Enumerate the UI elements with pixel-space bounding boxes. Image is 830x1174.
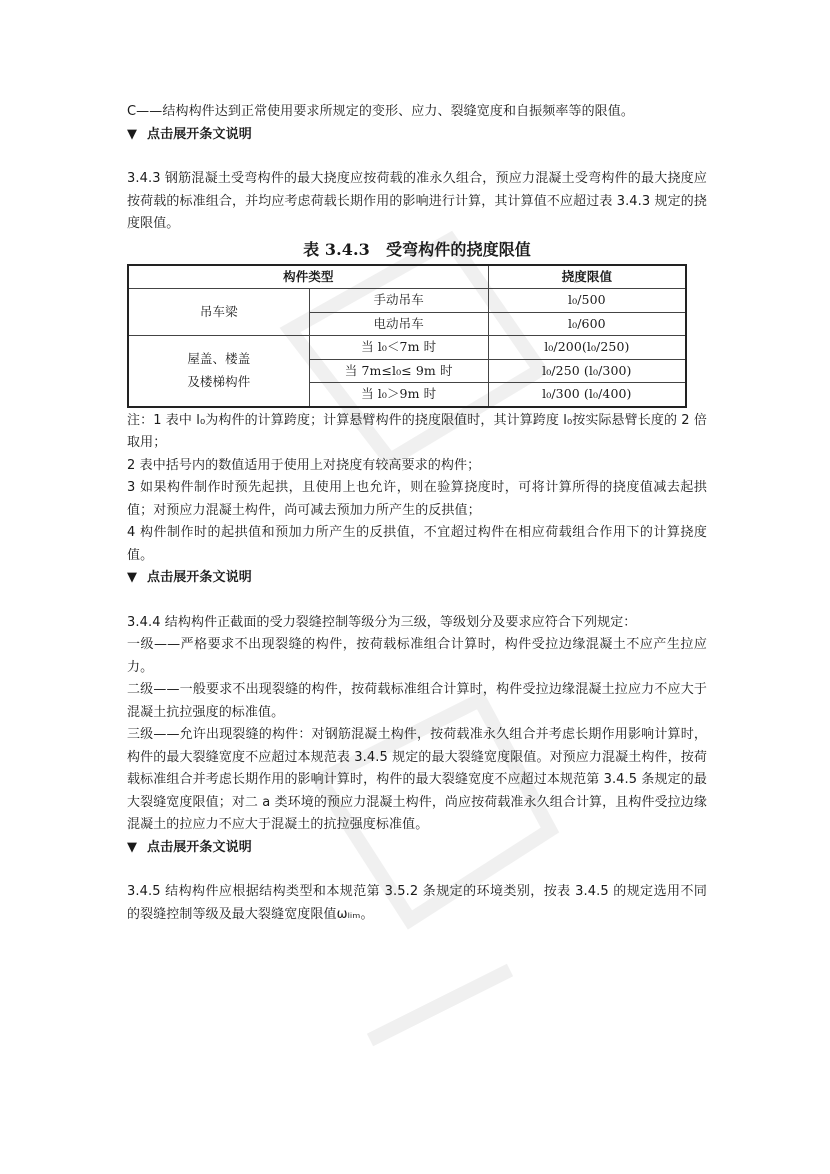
condition-cell: 电动吊车 — [309, 312, 488, 336]
crack-level-2: 二级——一般要求不出现裂缝的构件，按荷载标准组合计算时，构件受拉边缘混凝土拉应力不应大于混凝土抗拉强度的标准值。 — [127, 682, 707, 720]
condition-cell: 当 l₀＜7m 时 — [309, 336, 488, 360]
limit-cell: l₀/500 — [488, 289, 686, 313]
limit-cell: l₀/300 (l₀/400) — [488, 383, 686, 407]
clause-c-definition: C——结构构件达到正常使用要求所规定的变形、应力、裂缝宽度和自振频率等的限值。 — [127, 104, 634, 119]
header-deflection-limit: 挠度限值 — [488, 265, 686, 289]
crack-level-1: 一级——严格要求不出现裂缝的构件，按荷载标准组合计算时，构件受拉边缘混凝土不应产生拉应力。 — [127, 637, 707, 675]
condition-cell: 当 7m≤l₀≤ 9m 时 — [309, 359, 488, 383]
toggle-label: 点击展开条文说明 — [147, 126, 252, 142]
condition-cell: 当 l₀＞9m 时 — [309, 383, 488, 407]
table-note-4: 4 构件制作时的起拱值和预加力所产生的反拱值，不宜超过构件在相应荷载组合作用下的计算挠度值。 — [127, 525, 707, 563]
expand-commentary-toggle-1[interactable] — [127, 124, 707, 147]
group-label-line1: 屋盖、楼盖 — [187, 351, 251, 367]
header-member-type: 构件类型 — [128, 265, 488, 289]
table-title: 表 3.4.3 受弯构件的挠度限值 — [303, 239, 531, 259]
triangle-down-icon: ▼ — [127, 570, 138, 585]
table-note-1: 注：1 表中 l₀为构件的计算跨度；计算悬臂构件的挠度限值时，其计算跨度 l₀按实际悬臂长度的 2 倍取用； — [127, 412, 707, 450]
table-header-row — [128, 265, 686, 289]
condition-cell: 手动吊车 — [309, 289, 488, 313]
group-crane-beam: 吊车梁 — [128, 289, 309, 336]
clause-3-4-4-intro: 3.4.4 结构构件正截面的受力裂缝控制等级分为三级，等级划分及要求应符合下列规定： — [127, 614, 637, 630]
crack-level-3: 三级——允许出现裂缝的构件：对钢筋混凝土构件，按荷载准永久组合并考虑长期作用影响计算时，构件的最大裂缝宽度不应超过本规范表 3.4.5 规定的最大裂缝宽度限值。对预应力混凝土构件，按荷载标准组合并考虑长期作用的影响计算时，构件的最大裂缝宽度不应超过本规范第 3.4.5 条规定的最大裂缝宽度限值；对二 a 类环境的预应力混凝土构件，尚应按荷载准永久组合计算，且构件受拉边缘混凝土的拉应力不应大于混凝土的抗拉强度标准值。 — [127, 727, 707, 832]
table-row — [128, 336, 686, 360]
group-label-line2: 及楼梯构件 — [187, 373, 251, 389]
deflection-limit-table — [127, 264, 687, 408]
triangle-down-icon: ▼ — [127, 839, 138, 855]
expand-commentary-toggle-2[interactable] — [127, 567, 707, 590]
document-body — [127, 101, 707, 926]
clause-3-4-3: 3.4.3 钢筋混凝土受弯构件的最大挠度应按荷载的准永久组合，预应力混凝土受弯构件的最大挠度应按荷载的标准组合，并均应考虑荷载长期作用的影响进行计算，其计算值不应超过表 3.4.3 规定的挠度限值。 — [127, 171, 707, 231]
table-note-2: 2 表中括号内的数值适用于使用上对挠度有较高要求的构件； — [127, 457, 481, 473]
expand-commentary-toggle-3[interactable] — [127, 837, 707, 860]
spacer — [127, 146, 707, 168]
limit-cell: l₀/250 (l₀/300) — [488, 359, 686, 383]
spacer — [127, 590, 707, 612]
toggle-label: 点击展开条文说明 — [147, 839, 252, 855]
limit-cell: l₀/200(l₀/250) — [488, 336, 686, 360]
toggle-label: 点击展开条文说明 — [147, 570, 252, 585]
limit-cell: l₀/600 — [488, 312, 686, 336]
table-row — [128, 289, 686, 313]
table-note-3: 3 如果构件制作时预先起拱，且使用上也允许，则在验算挠度时，可将计算所得的挠度值减去起拱值；对预应力混凝土构件，尚可减去预加力所产生的反拱值； — [127, 480, 707, 518]
group-roof-floor-stair — [128, 336, 309, 407]
triangle-down-icon: ▼ — [127, 126, 138, 142]
clause-3-4-5: 3.4.5 结构构件应根据结构类型和本规范第 3.5.2 条规定的环境类别，按表 3.4.5 的规定选用不同的裂缝控制等级及最大裂缝宽度限值ωₗᵢₘ。 — [127, 884, 707, 922]
spacer — [127, 859, 707, 881]
